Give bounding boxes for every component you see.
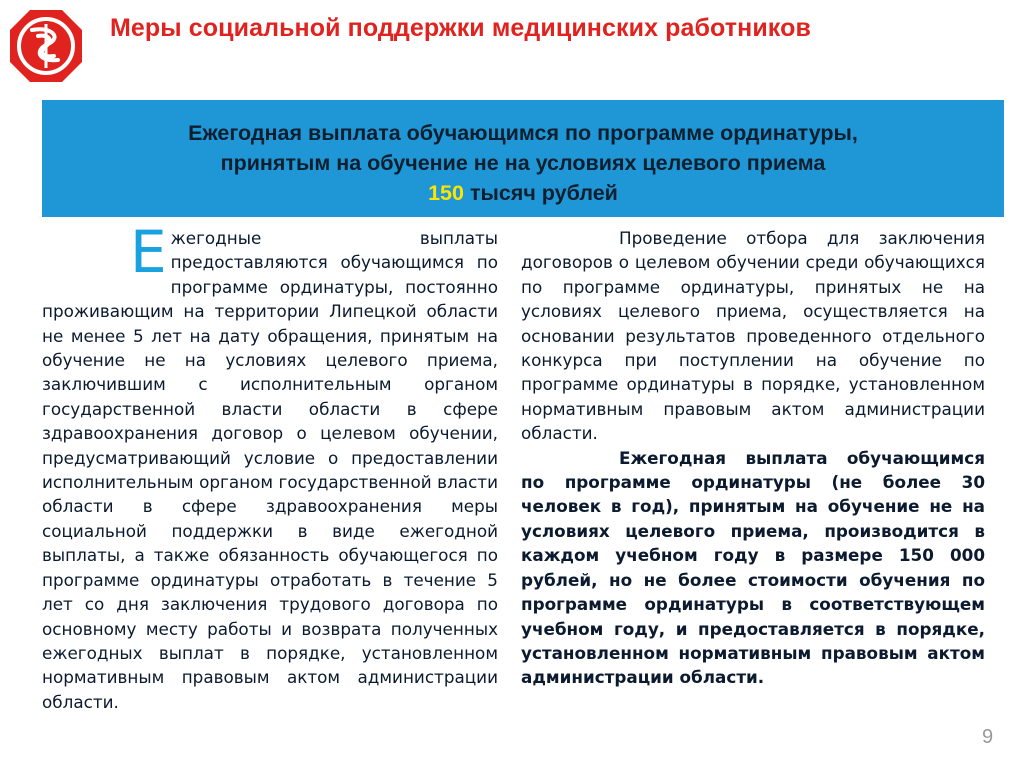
banner-amount-unit: тысяч рублей bbox=[463, 181, 618, 205]
left-column-text: жегодные выплаты предоставляются обучающимся по программе ординатуры, постоянно проживающим на территории Липецкой области не менее 5 лет на дату обращения, принятым на обучение не на условиях целевого приема, заключившим с исполнительным органом государственной власти области в сфере здравоохранения договор о целевом обучении, предусматривающий условие о предоставлении исполнительным органом государственной власти области в сфере здравоохранения меры социальной поддержки в виде ежегодной выплаты, а также обязанность обучающегося по программе ординатуры отработать в течение 5 лет со дня заключения трудового договора по основному месту работы и возврата полученных ежегодных выплат в порядке, установленном нормативным правовым актом администрации области. bbox=[42, 228, 498, 712]
banner-amount: 150 bbox=[428, 181, 464, 205]
right-column bbox=[521, 226, 985, 690]
banner-line-1: Ежегодная выплата обучающимся по программе ординатуры, bbox=[188, 121, 858, 145]
highlight-banner bbox=[42, 100, 1004, 217]
banner-line-3 bbox=[42, 178, 1004, 208]
right-paragraph-2: Ежегодная выплата обучающимся по программе ординатуры (не более 30 человек в год), принятым на обучение не на условиях целевого приема, производится в каждом учебном году в размере 150 000 рублей, но не более стоимости обучения по программе ординатуры в соответствующем учебном году, и предоставляется в порядке, установленном нормативным правовым актом администрации области. bbox=[521, 447, 985, 688]
banner-line-2: принятым на обучение не на условиях целевого приема bbox=[220, 151, 826, 175]
page-number: 9 bbox=[982, 726, 994, 748]
medical-emblem-icon bbox=[8, 8, 84, 84]
drop-cap: Е bbox=[130, 218, 167, 286]
right-paragraph-1: Проведение отбора для заключения договоров о целевом обучении среди обучающихся по программе ординатуры, принятых не на условиях целевого приема, осуществляется на основании результатов проведенного отдельного конкурса при поступлении на обучение по программе ординатуры в порядке, установленном нормативным правовым актом администрации области. bbox=[521, 228, 985, 444]
left-column bbox=[42, 218, 498, 714]
page-title: Меры социальной поддержки медицинских работников bbox=[110, 14, 811, 42]
